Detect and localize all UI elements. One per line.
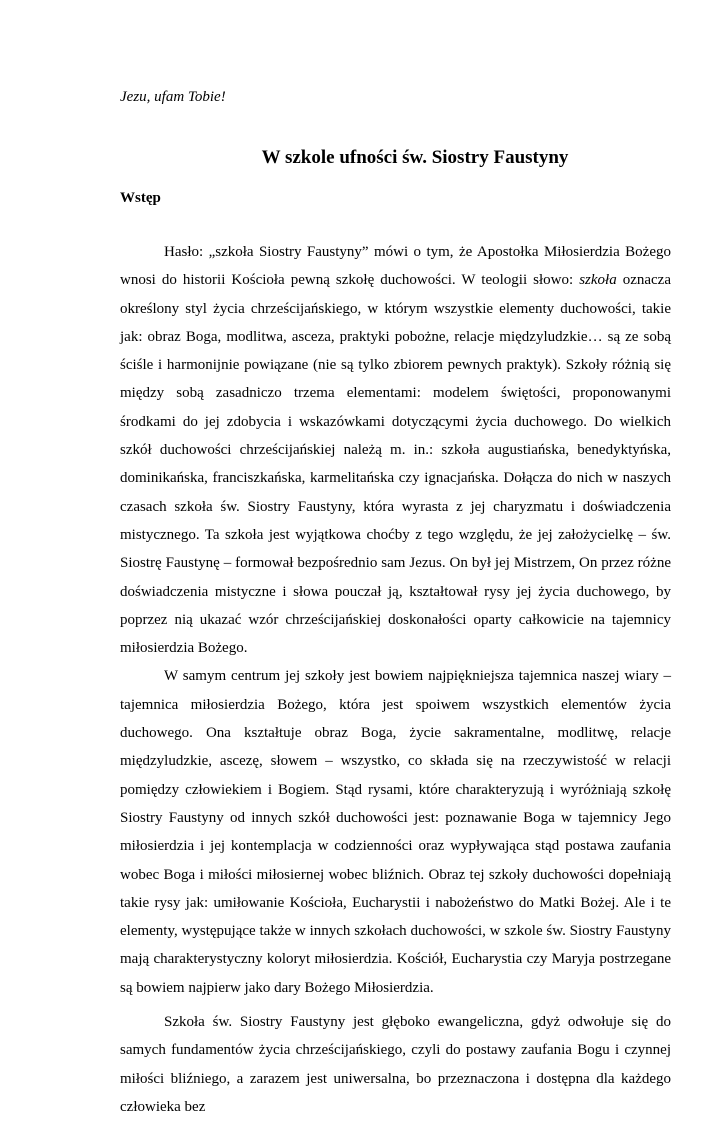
paragraph-text: Hasło: „szkoła Siostry Faustyny” mówi o tym, że Apostołka Miłosierdzia Bożego wnosi do historii Kościoła pewną szkołę duchowości. W teologii słowo: — [120, 244, 671, 289]
body-text — [120, 238, 671, 1121]
paragraph: W samym centrum jej szkoły jest bowiem najpiękniejsza tajemnica naszej wiary – tajemnica miłosierdzia Bożego, która jest spoiwem wszystkich elementów życia duchowego. Ona kształtuje obraz Boga, życie sakramentalne, modlitwę, relacje międzyludzkie, ascezę, słowem – wszystko, co składa się na rzeczywistość w relacji pomiędzy człowiekiem i Bogiem. Stąd rysami, które charakteryzują i wyróżniają szkołę Siostry Faustyny od innych szkół duchowości jest: poznawanie Boga w tajemnicy Jego miłosierdzia i jej kontemplacja w codzienności oraz wypływająca stąd postawa zaufania wobec Boga i miłości miłosiernej wobec bliźnich. Obraz tej szkoły duchowości dopełniają takie rysy jak: umiłowanie Kościoła, Eucharystii i nabożeństwo do Matki Bożej. Ale i te elementy, występujące także w innych szkołach duchowości, w szkole św. Siostry Faustyny mają charakterystyczny koloryt miłosierdzia. Kościół, Eucharystia czy Maryja postrzegane są bowiem najpierw jako dary Bożego Miłosierdzia. — [120, 668, 671, 996]
paragraph-text: oznacza określony styl życia chrześcijańskiego, w którym wszystkie elementy duchowości, takie jak: obraz Boga, modlitwa, asceza, praktyki pobożne, relacje międzyludzkie… są ze sobą ściśle i harmonijnie powiązane (nie są tylko zbiorem pewnych praktyk). Szkoły różnią się między sobą zasadniczo trzema elementami: modelem świętości, proponowanymi środkami do jej zdobycia i wskazówkami dotyczącymi życia duchowego. Do wielkich szkół duchowości chrześcijańskiej należą m. in.: szkoła augustiańska, benedyktyńska, dominikańska, franciszkańska, karmelitańska czy ignacjańska. Dołącza do nich w naszych czasach szkoła św. Siostry Faustyny, która wyrasta z jej charyzmatu i doświadczenia mistycznego. Ta szkoła jest wyjątkowa choćby z tego względu, że jej założycielkę – św. Siostrę Faustynę – formował bezpośrednio sam Jezus. On był jej Mistrzem, On przez różne doświadczenia mistyczne i słowa pouczał ją, kształtował rysy jej życia duchowego, by poprzez nią ukazać wzór chrześcijańskiej doskonałości oparty całkowicie na tajemnicy miłosierdzia Bożego. — [120, 272, 671, 657]
epigraph: Jezu, ufam Tobie! — [120, 89, 226, 105]
paragraph: Szkoła św. Siostry Faustyny jest głęboko ewangeliczna, gdyż odwołuje się do samych fundamentów życia chrześcijańskiego, czyli do postawy zaufania Bogu i czynnej miłości bliźniego, a zarazem jest uniwersalna, bo przeznaczona i dostępna dla każdego człowieka bez — [120, 1014, 671, 1115]
section-heading: Wstęp — [120, 190, 161, 206]
document-title: W szkole ufności św. Siostry Faustyny — [261, 147, 569, 168]
paragraph — [120, 238, 671, 662]
emphasized-term: szkoła — [579, 272, 617, 289]
